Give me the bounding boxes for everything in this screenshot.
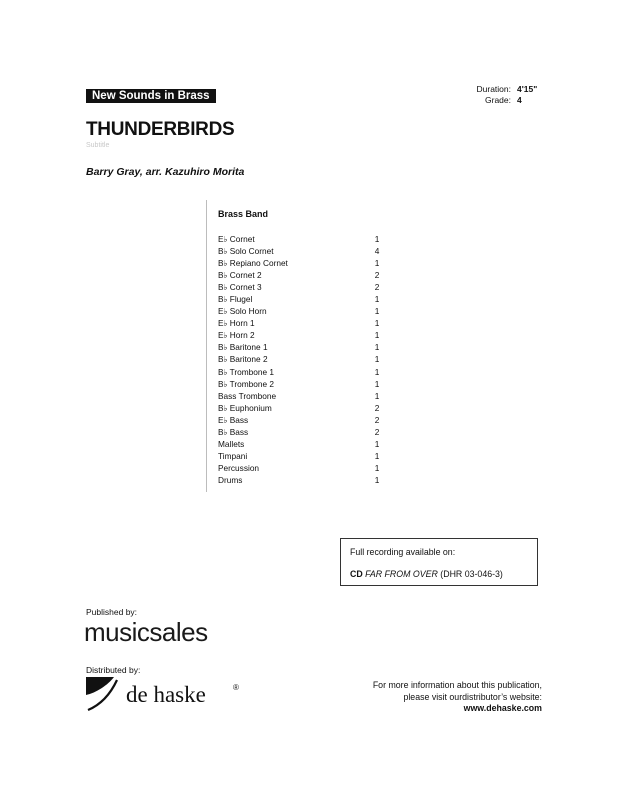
instrument-row: [218, 462, 383, 474]
duration-value: 4'15": [517, 84, 538, 94]
page-title: THUNDERBIRDS: [86, 119, 235, 140]
instrument-row: [218, 269, 383, 281]
instrument-row: [218, 329, 383, 341]
instrument-quantity: 1: [374, 474, 380, 485]
instrument-row: [218, 438, 383, 450]
musicsales-wordmark: musicsales: [84, 617, 208, 647]
distributed-by-label: Distributed by:: [86, 665, 141, 675]
instrument-name: Drums: [218, 474, 243, 485]
cd-label: CD: [350, 569, 363, 579]
instrument-quantity: 1: [374, 378, 380, 389]
dehaske-mark-icon: [86, 677, 123, 712]
published-by-label: Published by:: [86, 607, 138, 617]
instrument-row: [218, 257, 383, 269]
piece-meta: [446, 84, 537, 106]
instrument-quantity: 1: [374, 318, 380, 329]
instrument-name: B♭ Solo Cornet: [218, 246, 274, 257]
instrument-row: [218, 402, 383, 414]
instrumentation-list: [218, 233, 383, 486]
registered-mark: ®: [233, 683, 239, 692]
instrument-row: [218, 474, 383, 486]
duration-label: Duration:: [476, 84, 511, 94]
grade-value: 4: [517, 95, 522, 105]
instrument-name: B♭ Baritone 2: [218, 354, 268, 365]
instrument-quantity: 1: [374, 330, 380, 341]
instrument-name: B♭ Bass: [218, 426, 249, 437]
instrument-name: B♭ Baritone 1: [218, 342, 268, 353]
instrument-quantity: 1: [374, 306, 380, 317]
website-info: [373, 680, 542, 715]
info-line-1: For more information about this publication,: [372, 680, 542, 690]
instrument-quantity: 2: [374, 270, 380, 281]
instrument-name: B♭ Flugel: [218, 294, 253, 305]
instrument-row: [218, 293, 383, 305]
instrument-name: B♭ Repiano Cornet: [218, 258, 288, 269]
instrument-quantity: 1: [374, 462, 380, 473]
instrument-quantity: 1: [374, 390, 380, 401]
instrument-quantity: 1: [374, 342, 380, 353]
instrument-name: B♭ Trombone 1: [218, 366, 275, 377]
instrument-quantity: 1: [374, 294, 380, 305]
instrument-name: B♭ Cornet 3: [218, 282, 262, 293]
instrumentation-heading: Brass Band: [218, 209, 269, 219]
instrument-name: Mallets: [218, 438, 245, 449]
instrument-name: E♭ Bass: [218, 414, 249, 425]
instrument-row: [218, 378, 383, 390]
instrument-row: [218, 245, 383, 257]
instrument-quantity: 1: [374, 258, 380, 269]
instrument-row: [218, 390, 383, 402]
composer: Barry Gray, arr. Kazuhiro Morita: [86, 166, 245, 178]
series-label: New Sounds in Brass: [86, 89, 216, 103]
musicsales-logo: [84, 617, 208, 648]
instrument-quantity: 4: [374, 246, 380, 257]
subtitle: Subtitle: [86, 142, 110, 149]
instrument-row: [218, 353, 383, 365]
instrument-quantity: 1: [374, 366, 380, 377]
instrument-name: E♭ Horn 2: [218, 330, 255, 341]
instrument-name: Percussion: [218, 462, 260, 473]
instrument-name: Bass Trombone: [218, 390, 277, 401]
recording-box: [340, 538, 538, 586]
instrument-row: [218, 341, 383, 353]
instrument-quantity: 2: [374, 282, 380, 293]
info-line-2: please visit ourdistributor’s website:: [403, 691, 542, 702]
instrument-row: [218, 233, 383, 245]
instrument-quantity: 1: [374, 438, 380, 449]
instrument-name: E♭ Cornet: [218, 234, 255, 244]
catalog-number: (DHR 03-046-3): [440, 569, 503, 579]
instrument-row: [218, 426, 383, 438]
instrument-name: E♭ Horn 1: [218, 318, 255, 329]
instrument-name: B♭ Trombone 2: [218, 378, 275, 389]
instrument-quantity: 1: [374, 354, 380, 365]
website-link[interactable]: www.dehaske.com: [463, 703, 542, 713]
recording-cd: [350, 569, 503, 579]
recording-label: Full recording available on:: [350, 547, 456, 557]
instrument-row: [218, 281, 383, 293]
dehaske-wordmark: de haske: [126, 682, 206, 707]
instrument-quantity: 2: [374, 402, 380, 413]
instrument-quantity: 1: [374, 234, 380, 244]
dehaske-logo: [86, 677, 242, 713]
instrument-row: [218, 305, 383, 317]
instrument-name: Timpani: [218, 450, 248, 461]
instrument-row: [218, 450, 383, 462]
grade-label: Grade:: [485, 95, 511, 105]
instrumentation-panel: [206, 200, 387, 492]
instrument-row: [218, 414, 383, 426]
instrument-name: E♭ Solo Horn: [218, 306, 267, 317]
instrument-quantity: 2: [374, 414, 380, 425]
instrument-name: B♭ Euphonium: [218, 402, 272, 413]
instrument-row: [218, 317, 383, 329]
instrument-quantity: 2: [374, 426, 380, 437]
instrument-name: B♭ Cornet 2: [218, 270, 262, 281]
instrument-quantity: 1: [374, 450, 380, 461]
album-title: FAR FROM OVER: [365, 569, 438, 579]
instrument-row: [218, 366, 383, 378]
